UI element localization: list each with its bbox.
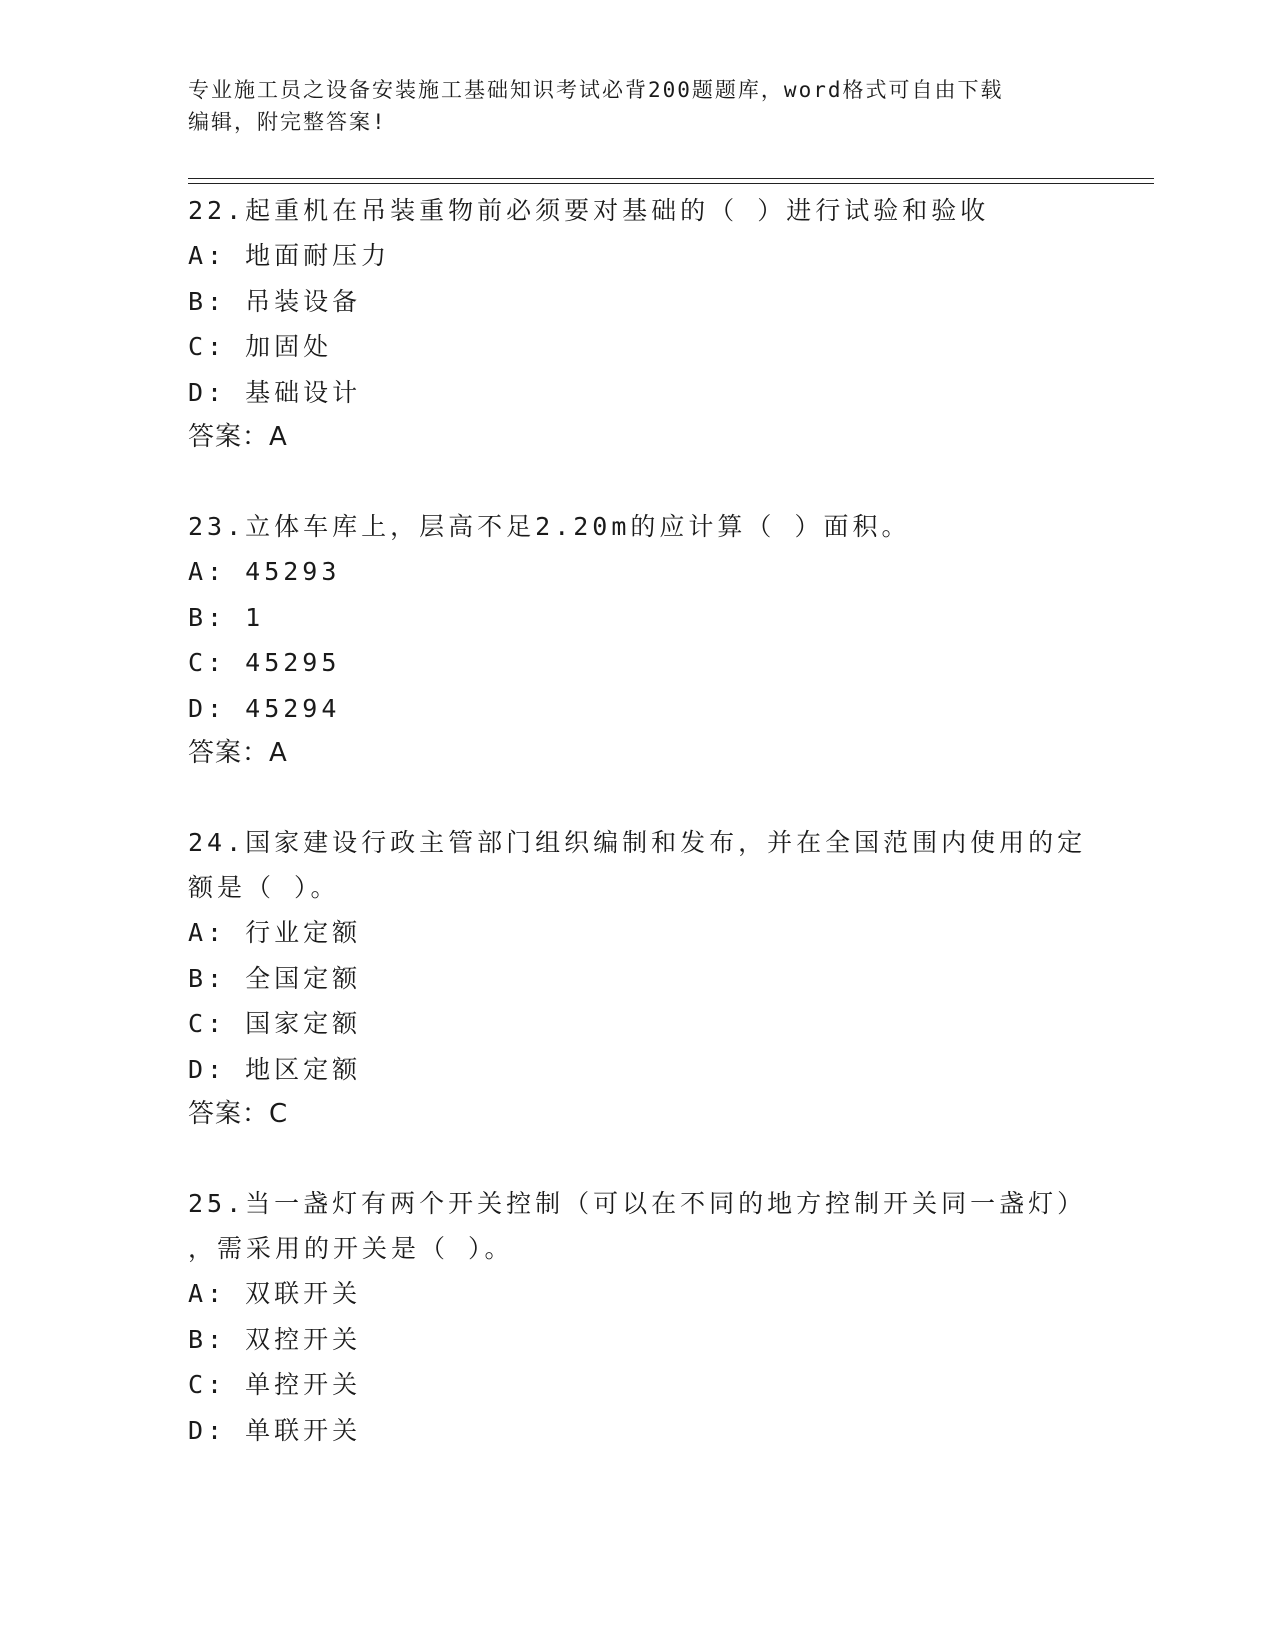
answer-label: 答案：A: [188, 738, 288, 768]
option-b: B: 双控开关: [188, 1324, 362, 1354]
option-c: C: 加固处: [188, 332, 333, 361]
option-c: C: 国家定额: [188, 1009, 362, 1038]
question-text: 25.当一盏灯有两个开关控制（可以在不同的地方控制开关同一盏灯）: [188, 1189, 1087, 1218]
question-25: [188, 1181, 1154, 1453]
option-c: C: 单控开关: [188, 1370, 362, 1399]
option-d: D: 基础设计: [188, 377, 362, 407]
question-spacer: [188, 775, 1154, 820]
document-header: [188, 74, 1088, 138]
question-24: [188, 820, 1154, 1136]
question-text: 23.立体车库上，层高不足2.20m的应计算（ ）面积。: [188, 512, 911, 541]
answer-label: 答案：C: [188, 1099, 289, 1129]
question-list: [188, 188, 1154, 1453]
question-text-continued: 额是（ ）。: [188, 873, 340, 902]
option-a: A: 行业定额: [188, 918, 362, 947]
option-b: B: 1: [188, 602, 265, 632]
question-spacer: [188, 1136, 1154, 1181]
question-spacer: [188, 459, 1154, 504]
option-a: A: 双联开关: [188, 1279, 362, 1308]
option-b: B: 全国定额: [188, 963, 362, 993]
option-d: D: 地区定额: [188, 1054, 362, 1084]
answer-label: 答案：A: [188, 422, 288, 452]
header-title-line-2: 编辑，附完整答案!: [188, 110, 387, 134]
question-text: 24.国家建设行政主管部门组织编制和发布，并在全国范围内使用的定: [188, 828, 1087, 857]
header-divider-top: [188, 178, 1154, 179]
option-d: D: 单联开关: [188, 1415, 362, 1445]
question-22: [188, 188, 1154, 459]
question-23: [188, 504, 1154, 775]
question-text-continued: ，需采用的开关是（ ）。: [188, 1234, 514, 1263]
header-title-line-1: 专业施工员之设备安装施工基础知识考试必背200题题库，word格式可自由下载: [188, 78, 1004, 102]
header-divider-bottom: [188, 183, 1154, 184]
option-b: B: 吊装设备: [188, 286, 362, 316]
option-a: A: 45293: [188, 557, 341, 586]
option-a: A: 地面耐压力: [188, 241, 391, 270]
question-text: 22.起重机在吊装重物前必须要对基础的（ ）进行试验和验收: [188, 196, 990, 225]
option-c: C: 45295: [188, 648, 341, 677]
option-d: D: 45294: [188, 693, 341, 723]
